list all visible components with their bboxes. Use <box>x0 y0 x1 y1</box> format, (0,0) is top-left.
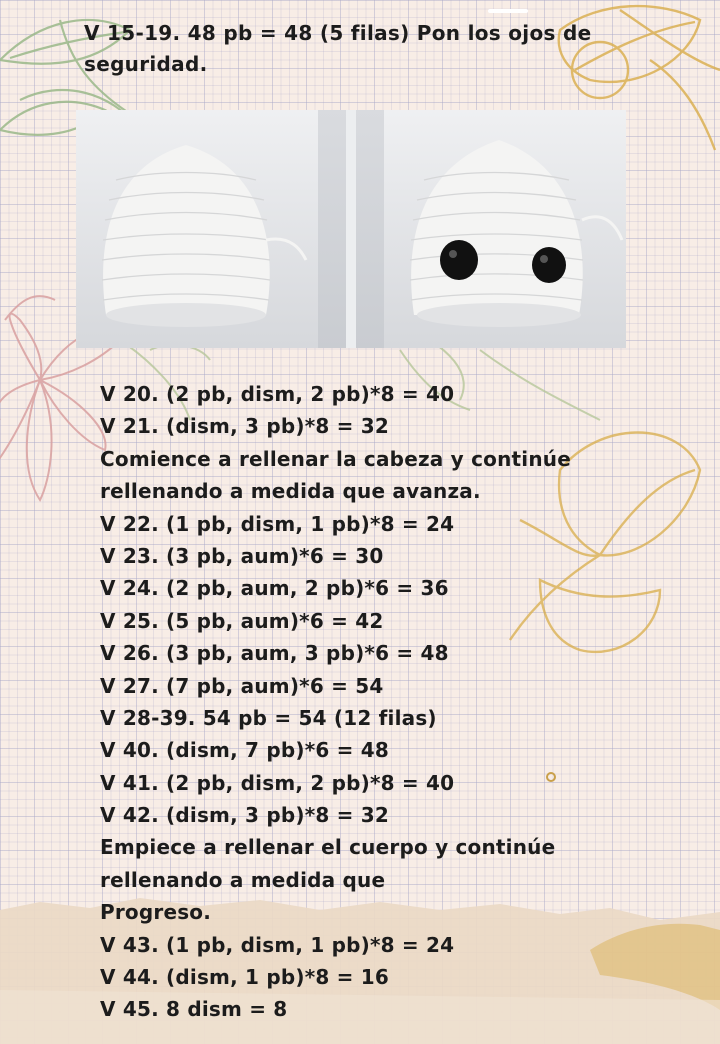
instruction-line: V 44. (dism, 1 pb)*8 = 16 <box>100 965 389 990</box>
pattern-instructions <box>100 378 620 1026</box>
instruction-line: V 42. (dism, 3 pb)*8 = 32 <box>100 803 389 828</box>
instruction-line: V 24. (2 pb, aum, 2 pb)*6 = 36 <box>100 576 449 601</box>
photo-divider <box>318 110 384 348</box>
crochet-head-photo-eyes <box>384 110 626 348</box>
status-bar-indicator <box>488 9 528 13</box>
safety-eye-left <box>440 240 478 280</box>
instruction-line: V 26. (3 pb, aum, 3 pb)*6 = 48 <box>100 641 449 666</box>
instruction-line: V 22. (1 pb, dism, 1 pb)*8 = 24 <box>100 511 455 536</box>
instruction-line: V 21. (dism, 3 pb)*8 = 32 <box>100 414 389 439</box>
instruction-line: Progreso. <box>100 900 212 925</box>
crochet-head-photo-plain <box>76 110 318 348</box>
safety-eye-right <box>532 247 566 283</box>
instruction-line: V 43. (1 pb, dism, 1 pb)*8 = 24 <box>100 932 455 957</box>
photo-panel <box>76 110 626 348</box>
instruction-line: Comience a rellenar la cabeza y continúe <box>100 446 571 471</box>
instruction-line: V 41. (2 pb, dism, 2 pb)*8 = 40 <box>100 770 455 795</box>
instruction-line: rellenando a medida que avanza. <box>100 479 481 504</box>
instruction-line: V 27. (7 pb, aum)*6 = 54 <box>100 673 384 698</box>
instruction-line: V 23. (3 pb, aum)*6 = 30 <box>100 543 384 568</box>
instruction-line: Empiece a rellenar el cuerpo y continúe <box>100 835 556 860</box>
instruction-line: rellenando a medida que <box>100 867 386 892</box>
instruction-line: V 40. (dism, 7 pb)*6 = 48 <box>100 738 389 763</box>
instruction-line: V 20. (2 pb, dism, 2 pb)*8 = 40 <box>100 382 455 406</box>
instruction-line: V 28-39. 54 pb = 54 (12 filas) <box>100 705 437 730</box>
instruction-line: V 25. (5 pb, aum)*6 = 42 <box>100 608 384 633</box>
instruction-line: V 45. 8 dism = 8 <box>100 997 288 1022</box>
row-15-19-instruction: V 15-19. 48 pb = 48 (5 filas) Pon los ojos de seguridad. <box>84 21 592 76</box>
